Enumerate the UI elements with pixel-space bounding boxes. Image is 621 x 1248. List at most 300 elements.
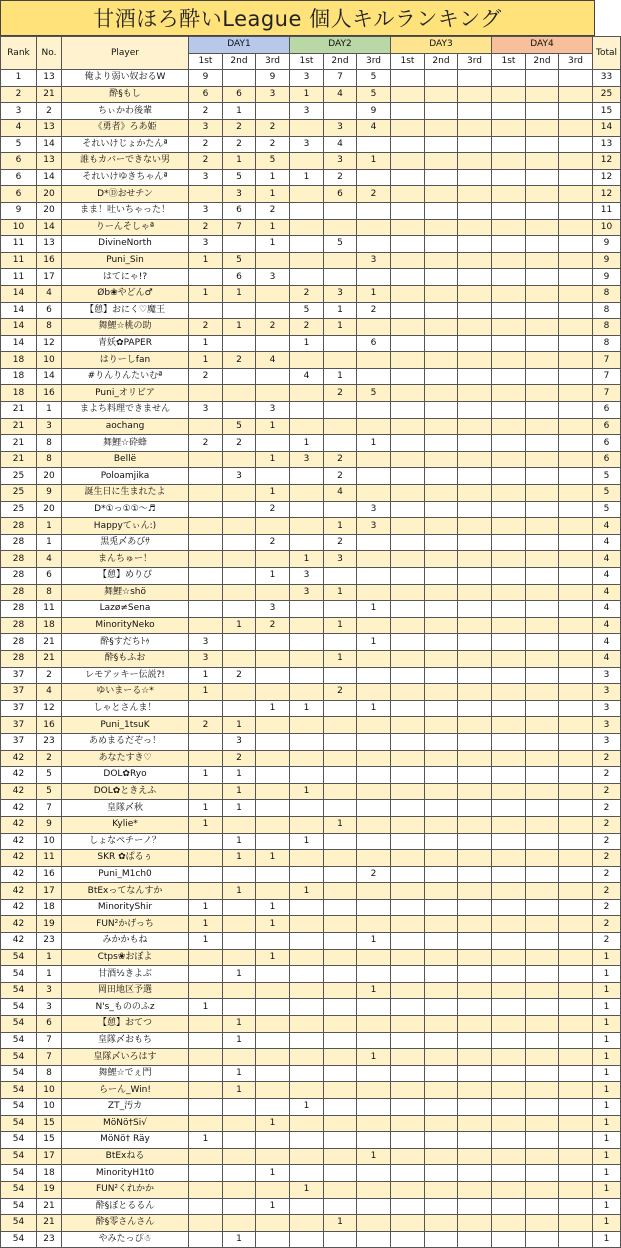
- day4-2nd-cell: [526, 136, 559, 153]
- rank-cell: 25: [1, 468, 37, 485]
- day1-2nd-cell: 1: [223, 285, 256, 302]
- day3-3rd-cell: [458, 1181, 492, 1198]
- day3-2nd-cell: [425, 999, 458, 1016]
- day4-1st-cell: [492, 1065, 526, 1082]
- table-row: [1, 219, 621, 236]
- day4-3rd-cell: [559, 186, 593, 203]
- day1-1st-cell: 1: [189, 816, 223, 833]
- day1-2nd-cell: [223, 1115, 256, 1132]
- day3-3rd-cell: [458, 1132, 492, 1149]
- day4-1st-cell: [492, 252, 526, 269]
- day4-3rd-cell: [559, 1049, 593, 1066]
- day2-2nd-cell: [324, 850, 357, 867]
- day1-1st-cell: [189, 501, 223, 518]
- day4-1st-cell: [492, 103, 526, 120]
- day3-1st-cell: [391, 568, 425, 585]
- day3-2nd-cell: [425, 119, 458, 136]
- day2-3rd-cell: [357, 800, 391, 817]
- day1-3rd-cell: [256, 1231, 290, 1248]
- entry-no-cell: 16: [37, 252, 62, 269]
- rank-cell: 54: [1, 1231, 37, 1248]
- entry-no-cell: 14: [37, 169, 62, 186]
- rank-cell: 54: [1, 982, 37, 999]
- day3-2nd-cell: [425, 501, 458, 518]
- day1-2nd-cell: 1: [223, 783, 256, 800]
- day4-3rd-cell: [559, 866, 593, 883]
- rank-cell: 37: [1, 733, 37, 750]
- player-name-cell: 舞鯉☆桃の助: [62, 319, 189, 336]
- player-name-cell: N's_もののふz: [62, 999, 189, 1016]
- player-name-cell: #りんりんたいむª: [62, 368, 189, 385]
- total-cell: 33: [593, 70, 621, 87]
- day2-3rd-cell: [357, 617, 391, 634]
- day2-1st-cell: [290, 949, 324, 966]
- day3-3rd-cell: [458, 767, 492, 784]
- day4-1st-cell: [492, 1148, 526, 1165]
- day4-2nd-cell: [526, 1016, 559, 1033]
- entry-no-cell: 20: [37, 202, 62, 219]
- day2-3rd-cell: [357, 1115, 391, 1132]
- day2-1st-cell: [290, 1165, 324, 1182]
- total-cell: 6: [593, 435, 621, 452]
- day4-2nd-cell: [526, 1082, 559, 1099]
- day2-1st-cell: [290, 219, 324, 236]
- total-cell: 9: [593, 252, 621, 269]
- day4-1st-cell: [492, 783, 526, 800]
- day2-3rd-cell: 1: [357, 435, 391, 452]
- day1-3rd-cell: [256, 800, 290, 817]
- day2-2nd-cell: [324, 1065, 357, 1082]
- day3-1st-cell: [391, 202, 425, 219]
- day4-1st-cell: [492, 816, 526, 833]
- entry-no-cell: 6: [37, 568, 62, 585]
- day1-1st-cell: [189, 269, 223, 286]
- day4-2nd-cell: [526, 816, 559, 833]
- day4-1st-cell: [492, 684, 526, 701]
- day2-3rd-cell: [357, 883, 391, 900]
- day3-2nd-cell: [425, 717, 458, 734]
- day1-2nd-cell: [223, 916, 256, 933]
- day1-3rd-cell: 9: [256, 70, 290, 87]
- table-row: [1, 385, 621, 402]
- rank-cell: 42: [1, 800, 37, 817]
- day4-1st-cell: [492, 949, 526, 966]
- day4-3rd-cell: [559, 684, 593, 701]
- rank-cell: 37: [1, 717, 37, 734]
- ranking-table: [0, 36, 621, 1248]
- table-row: [1, 119, 621, 136]
- day4-3rd-cell: [559, 169, 593, 186]
- rank-cell: 14: [1, 319, 37, 336]
- entry-no-cell: 2: [37, 103, 62, 120]
- day2-2nd-cell: [324, 335, 357, 352]
- day4-2nd-cell: [526, 153, 559, 170]
- total-cell: 1: [593, 949, 621, 966]
- day1-2nd-cell: [223, 1132, 256, 1149]
- day1-2nd-cell: [223, 368, 256, 385]
- rank-cell: 18: [1, 385, 37, 402]
- day2-3rd-cell: [357, 1215, 391, 1232]
- player-name-cell: 誕生日に生まれたよ: [62, 485, 189, 502]
- day1-1st-cell: [189, 866, 223, 883]
- total-cell: 3: [593, 667, 621, 684]
- day2-1st-cell: [290, 800, 324, 817]
- rank-cell: 2: [1, 86, 37, 103]
- day2-1st-cell: [290, 485, 324, 502]
- day2-1st-cell: [290, 1016, 324, 1033]
- entry-no-cell: 13: [37, 236, 62, 253]
- day2-3rd-cell: 1: [357, 153, 391, 170]
- day3-3rd-cell: [458, 70, 492, 87]
- day4-2nd-cell: [526, 601, 559, 618]
- day1-2nd-cell: 2: [223, 119, 256, 136]
- day1-3rd-cell: [256, 999, 290, 1016]
- entry-no-cell: 1: [37, 518, 62, 535]
- day4-2nd-cell: [526, 186, 559, 203]
- day3-3rd-cell: [458, 169, 492, 186]
- total-cell: 8: [593, 319, 621, 336]
- day4-1st-cell: [492, 1215, 526, 1232]
- day2-2nd-cell: [324, 1016, 357, 1033]
- day1-1st-cell: [189, 949, 223, 966]
- day2-3rd-cell: [357, 999, 391, 1016]
- day3-1st-cell: [391, 534, 425, 551]
- day1-3rd-cell: [256, 650, 290, 667]
- day2-1st-cell: [290, 402, 324, 419]
- table-row: [1, 501, 621, 518]
- day2-2nd-cell: [324, 1198, 357, 1215]
- total-cell: 3: [593, 684, 621, 701]
- table-row: [1, 700, 621, 717]
- day1-1st-cell: 1: [189, 899, 223, 916]
- player-name-cell: 皇隊〆おもち: [62, 1032, 189, 1049]
- day1-2nd-cell: 1: [223, 966, 256, 983]
- day2-2nd-cell: 2: [324, 534, 357, 551]
- total-cell: 2: [593, 750, 621, 767]
- day4-1st-cell: [492, 119, 526, 136]
- day4-1st-cell: [492, 285, 526, 302]
- rank-cell: 42: [1, 916, 37, 933]
- day2-1st-cell: [290, 1231, 324, 1248]
- table-row: [1, 767, 621, 784]
- day2-2nd-cell: [324, 700, 357, 717]
- player-name-cell: 【憩】おてつ: [62, 1016, 189, 1033]
- day3-3rd-cell: [458, 302, 492, 319]
- day4-1st-cell: [492, 700, 526, 717]
- day2-2nd-cell: [324, 767, 357, 784]
- day3-2nd-cell: [425, 899, 458, 916]
- day1-1st-cell: 3: [189, 402, 223, 419]
- day4-1st-cell: [492, 800, 526, 817]
- day3-2nd-cell: [425, 850, 458, 867]
- day4-1st-cell: [492, 534, 526, 551]
- day2-3rd-cell: [357, 584, 391, 601]
- player-name-cell: まよち料理できません: [62, 402, 189, 419]
- rank-cell: 28: [1, 551, 37, 568]
- player-name-cell: 【憩】めりぴ: [62, 568, 189, 585]
- total-cell: 3: [593, 717, 621, 734]
- day2-2nd-cell: [324, 1049, 357, 1066]
- day4-1st-cell: [492, 368, 526, 385]
- day3-1st-cell: [391, 186, 425, 203]
- day1-2nd-cell: 1: [223, 833, 256, 850]
- day1-2nd-cell: 2: [223, 136, 256, 153]
- table-row: [1, 899, 621, 916]
- day4-3rd-cell: [559, 816, 593, 833]
- day3-1st-cell: [391, 1115, 425, 1132]
- day3-1st-cell: [391, 1099, 425, 1116]
- entry-no-cell: 19: [37, 916, 62, 933]
- day4-1st-cell: [492, 1132, 526, 1149]
- day3-1st-cell: [391, 584, 425, 601]
- day2-2nd-cell: [324, 352, 357, 369]
- day1-2nd-cell: [223, 1049, 256, 1066]
- day4-1st-cell: [492, 833, 526, 850]
- table-row: [1, 319, 621, 336]
- day3-3rd-cell: [458, 236, 492, 253]
- table-row: [1, 418, 621, 435]
- day4-1st-cell: [492, 717, 526, 734]
- day1-1st-cell: 3: [189, 202, 223, 219]
- day4-1st-cell: [492, 501, 526, 518]
- day2-1st-cell: 3: [290, 136, 324, 153]
- entry-no-cell: 7: [37, 800, 62, 817]
- day4-3rd-cell: [559, 982, 593, 999]
- day1-3rd-cell: 1: [256, 916, 290, 933]
- day2-2nd-cell: [324, 966, 357, 983]
- rank-cell: 42: [1, 816, 37, 833]
- day3-1st-cell: [391, 1215, 425, 1232]
- day4-1st-cell: [492, 1165, 526, 1182]
- player-name-cell: Øb❀やどん♂: [62, 285, 189, 302]
- entry-no-cell: 1: [37, 534, 62, 551]
- day3-2nd-cell: [425, 385, 458, 402]
- day2-3rd-cell: [357, 1231, 391, 1248]
- table-row: [1, 916, 621, 933]
- day3-1st-cell: [391, 1065, 425, 1082]
- day4-3rd-cell: [559, 103, 593, 120]
- day1-1st-cell: [189, 568, 223, 585]
- day3-1st-cell: [391, 501, 425, 518]
- day4-3rd-cell: [559, 302, 593, 319]
- player-name-cell: D*①っ①①〜♬: [62, 501, 189, 518]
- total-cell: 2: [593, 866, 621, 883]
- table-row: [1, 518, 621, 535]
- day3-1st-cell: [391, 70, 425, 87]
- day4-3rd-cell: [559, 717, 593, 734]
- day3-1st-cell: [391, 700, 425, 717]
- day3-1st-cell: [391, 1198, 425, 1215]
- day4-2nd-cell: [526, 70, 559, 87]
- day3-3rd-cell: [458, 1099, 492, 1116]
- day4-3rd-cell: [559, 883, 593, 900]
- day3-2nd-cell: [425, 103, 458, 120]
- day3-1st-cell: [391, 451, 425, 468]
- day4-3rd-cell: [559, 667, 593, 684]
- day1-2nd-cell: [223, 402, 256, 419]
- day1-3rd-cell: 1: [256, 1115, 290, 1132]
- day2-1st-cell: 1: [290, 700, 324, 717]
- day3-2nd-cell: [425, 1132, 458, 1149]
- day3-2nd-cell: [425, 684, 458, 701]
- player-name-cell: Puni_M1ch0: [62, 866, 189, 883]
- day3-1st-cell: [391, 551, 425, 568]
- day1-1st-cell: 1: [189, 916, 223, 933]
- rank-cell: 42: [1, 933, 37, 950]
- day2-2nd-cell: 1: [324, 1215, 357, 1232]
- day1-2nd-cell: [223, 816, 256, 833]
- day3-3rd-cell: [458, 999, 492, 1016]
- day3-3rd-cell: [458, 883, 492, 900]
- rank-cell: 9: [1, 202, 37, 219]
- total-cell: 3: [593, 733, 621, 750]
- rank-cell: 37: [1, 667, 37, 684]
- rank-cell: 42: [1, 866, 37, 883]
- day4-2nd-cell: [526, 667, 559, 684]
- day4-1st-cell: [492, 352, 526, 369]
- day4-1st-cell: [492, 219, 526, 236]
- day4-2nd-cell: [526, 767, 559, 784]
- day1-1st-cell: [189, 1115, 223, 1132]
- day3-1st-cell: [391, 650, 425, 667]
- table-row: [1, 1132, 621, 1149]
- day4-3rd-cell: [559, 850, 593, 867]
- day2-1st-cell: [290, 982, 324, 999]
- col-header-no: No.: [37, 37, 62, 70]
- day4-3rd-cell: [559, 252, 593, 269]
- player-name-cell: DOL✿ときえふ: [62, 783, 189, 800]
- total-cell: 2: [593, 816, 621, 833]
- entry-no-cell: 4: [37, 684, 62, 701]
- day2-3rd-cell: [357, 319, 391, 336]
- day3-2nd-cell: [425, 916, 458, 933]
- day3-3rd-cell: [458, 103, 492, 120]
- day1-1st-cell: [189, 1198, 223, 1215]
- day3-1st-cell: [391, 252, 425, 269]
- entry-no-cell: 12: [37, 700, 62, 717]
- table-row: [1, 933, 621, 950]
- day1-1st-cell: 6: [189, 86, 223, 103]
- day1-1st-cell: [189, 468, 223, 485]
- day4-3rd-cell: [559, 468, 593, 485]
- total-cell: 5: [593, 501, 621, 518]
- entry-no-cell: 17: [37, 269, 62, 286]
- day4-2nd-cell: [526, 451, 559, 468]
- day1-2nd-cell: [223, 236, 256, 253]
- total-cell: 10: [593, 219, 621, 236]
- day3-3rd-cell: [458, 700, 492, 717]
- entry-no-cell: 21: [37, 634, 62, 651]
- day1-1st-cell: 2: [189, 319, 223, 336]
- day4-2nd-cell: [526, 916, 559, 933]
- day3-2nd-cell: [425, 949, 458, 966]
- day3-3rd-cell: [458, 1148, 492, 1165]
- day4-2nd-cell: [526, 933, 559, 950]
- table-row: [1, 684, 621, 701]
- day1-2nd-cell: 1: [223, 1016, 256, 1033]
- day2-1st-cell: [290, 966, 324, 983]
- day3-2nd-cell: [425, 816, 458, 833]
- day2-2nd-cell: 3: [324, 285, 357, 302]
- day1-2nd-cell: [223, 899, 256, 916]
- sub-header-2nd: 2nd: [324, 53, 357, 70]
- day1-1st-cell: [189, 617, 223, 634]
- day2-3rd-cell: 3: [357, 518, 391, 535]
- day2-1st-cell: [290, 119, 324, 136]
- table-row: [1, 103, 621, 120]
- table-row: [1, 584, 621, 601]
- day1-2nd-cell: 2: [223, 435, 256, 452]
- day3-1st-cell: [391, 617, 425, 634]
- day4-3rd-cell: [559, 700, 593, 717]
- day2-1st-cell: 1: [290, 1181, 324, 1198]
- day3-3rd-cell: [458, 866, 492, 883]
- day4-3rd-cell: [559, 601, 593, 618]
- day1-2nd-cell: 5: [223, 252, 256, 269]
- header-row-days: [1, 37, 621, 54]
- day4-3rd-cell: [559, 435, 593, 452]
- day2-1st-cell: [290, 269, 324, 286]
- day1-1st-cell: 1: [189, 352, 223, 369]
- day2-1st-cell: 2: [290, 319, 324, 336]
- day3-3rd-cell: [458, 352, 492, 369]
- day4-3rd-cell: [559, 933, 593, 950]
- day2-2nd-cell: [324, 883, 357, 900]
- total-cell: 1: [593, 1215, 621, 1232]
- day3-2nd-cell: [425, 252, 458, 269]
- day3-2nd-cell: [425, 136, 458, 153]
- day1-1st-cell: [189, 302, 223, 319]
- day4-2nd-cell: [526, 468, 559, 485]
- day4-2nd-cell: [526, 1181, 559, 1198]
- day3-1st-cell: [391, 103, 425, 120]
- day4-2nd-cell: [526, 684, 559, 701]
- player-name-cell: Happyてぃん:): [62, 518, 189, 535]
- day1-3rd-cell: [256, 551, 290, 568]
- day2-2nd-cell: [324, 202, 357, 219]
- day1-3rd-cell: [256, 717, 290, 734]
- day2-3rd-cell: 6: [357, 335, 391, 352]
- day1-3rd-cell: 3: [256, 269, 290, 286]
- rank-cell: 54: [1, 999, 37, 1016]
- entry-no-cell: 15: [37, 1115, 62, 1132]
- day1-2nd-cell: [223, 1198, 256, 1215]
- day4-2nd-cell: [526, 750, 559, 767]
- total-cell: 1: [593, 1032, 621, 1049]
- sub-header-2nd: 2nd: [223, 53, 256, 70]
- entry-no-cell: 4: [37, 285, 62, 302]
- rank-cell: 54: [1, 1032, 37, 1049]
- day2-3rd-cell: [357, 169, 391, 186]
- day1-2nd-cell: 1: [223, 617, 256, 634]
- day2-3rd-cell: [357, 402, 391, 419]
- day4-3rd-cell: [559, 783, 593, 800]
- player-name-cell: 誰もカバーできない男: [62, 153, 189, 170]
- day4-1st-cell: [492, 866, 526, 883]
- rank-cell: 21: [1, 418, 37, 435]
- day1-2nd-cell: [223, 1181, 256, 1198]
- day1-2nd-cell: [223, 568, 256, 585]
- entry-no-cell: 5: [37, 767, 62, 784]
- rank-cell: 28: [1, 584, 37, 601]
- rank-cell: 28: [1, 601, 37, 618]
- day3-1st-cell: [391, 833, 425, 850]
- rank-cell: 42: [1, 783, 37, 800]
- day2-2nd-cell: [324, 1082, 357, 1099]
- day3-3rd-cell: [458, 269, 492, 286]
- day4-1st-cell: [492, 1016, 526, 1033]
- day3-1st-cell: [391, 285, 425, 302]
